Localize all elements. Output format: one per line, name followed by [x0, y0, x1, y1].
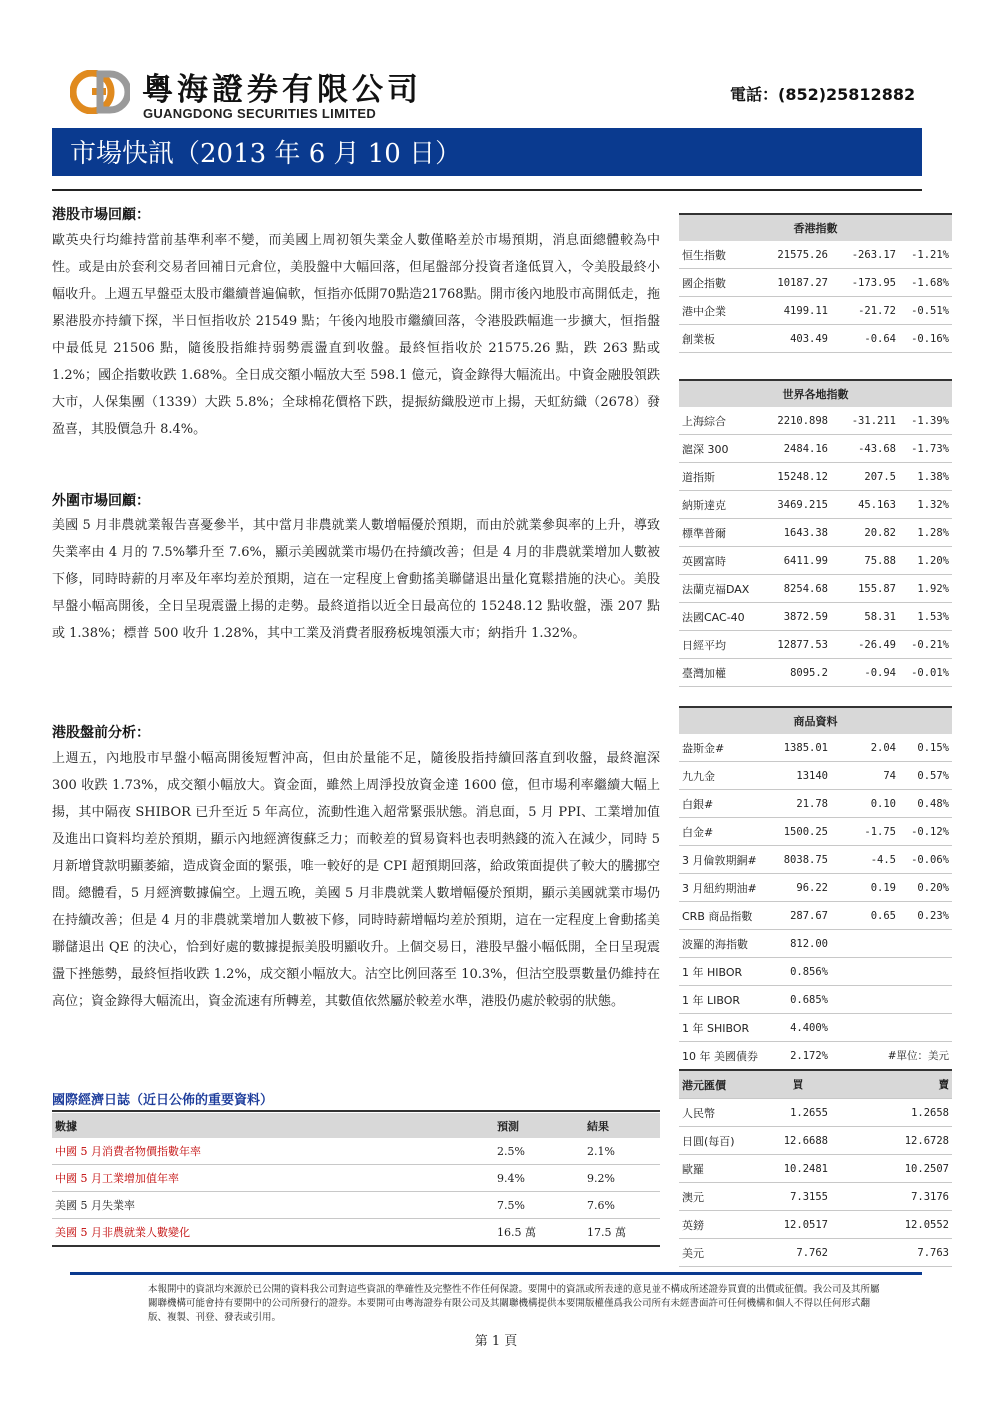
- unit-note: #單位：美元: [831, 1042, 952, 1071]
- table-row: 中國 5 月工業增加值年率 9.4% 9.2%: [52, 1165, 660, 1192]
- table-row: 法蘭克福DAX 8254.68 155.87 1.92%: [679, 575, 952, 603]
- calendar-header-data: 數據: [52, 1113, 494, 1138]
- world-index-table: [679, 379, 952, 687]
- header-divider: [52, 189, 922, 191]
- table-row: 恒生指數 21575.26 -263.17 -1.21%: [679, 241, 952, 269]
- table-row: CRB 商品指數 287.67 0.65 0.23%: [679, 902, 952, 930]
- table-row: 道指斯 15248.12 207.5 1.38%: [679, 463, 952, 491]
- table-row: 標準普爾 1643.38 20.82 1.28%: [679, 519, 952, 547]
- page-number: 第 1 頁: [474, 1334, 518, 1349]
- table-row: 國企指數 10187.27 -173.95 -1.68%: [679, 269, 952, 297]
- fx-sell-header: 賣: [899, 1070, 952, 1099]
- table-row: 1 年 SHIBOR 4.400%: [679, 1014, 952, 1042]
- table-row: 波羅的海指數 812.00: [679, 930, 952, 958]
- external-review-title: 外圍市場回顧：: [52, 493, 150, 509]
- premarket-body: 上週五，內地股市早盤小幅高開後短暫沖高，但由於量能不足，隨後股指持續回落直到收盤，最終滬深 300 收跌 1.73%，成交額小幅放大。資金面，雖然上周淨投放資金達 1600 億，但市場利率繼續大幅上揚，其中隔夜 SHIBOR 已升至近 5 年高位，流動性進入超常緊張狀態。消息面，5 月 PPI、工業增加值及進出口資料均差於預期，顯示內地經濟復蘇乏力；而較差的貿易資料也表明熱錢的流入在減少，同時 5 月新增貸款明顯萎縮，造成資金面的緊張，唯一較好的是 CPI 超預期回落，給政策面提供了較大的騰挪空間。總體看，5 月經濟數據偏空。上週五晚，美國 5 月非農就業人數增幅優於預期，顯示美國就業市場仍在持續改善；但是 4 月的非農就業增加人數被下修，同時時薪增幅均差於預期，這在一定程度上會動搖美聯儲退出 QE 的決心，恰到好處的數據提振美股明顯收升。上個交易日，港股早盤小幅低開，全日呈現震盪下挫態勢，最終恒指收跌 1.2%，成交額小幅放大。沽空比例回落至 10.3%，但沽空股票數量仍維持在高位；資金錄得大幅流出，資金流速有所轉差，其數值依然屬於較差水準，港股仍處於較弱的狀態。: [52, 751, 660, 1009]
- table-row: 1 年 HIBOR 0.856%: [679, 958, 952, 986]
- fx-title: 港元匯價: [679, 1070, 765, 1099]
- table-row: 滬深 300 2484.16 -43.68 -1.73%: [679, 435, 952, 463]
- table-row: 3 月倫敦期銅# 8038.75 -4.5 -0.06%: [679, 846, 952, 874]
- hk-review-body: 歐英央行均維持當前基準利率不變，而美國上周初領失業金人數僅略差於市場預期，消息面總體較為中性。或是由於套利交易者回補日元倉位，美股盤中大幅回落，但尾盤部分投資者逢低買入，令美股最終小幅收升。上週五早盤亞太股市繼續普遍偏軟，恒指亦低開70點造21768點。開市後內地股市高開低走，拖累港股亦持續下探，半日恒指收於 21549 點；午後內地股市繼續回落，令港股跌幅進一步擴大，恒指盤中最低見 21506 點，隨後股指維持弱勢震盪直到收盤。最終恒指收於 21575.26 點，跌 263 點或 1.2%；國企指數收跌 1.68%。全日成交額小幅放大至 598.1 億元，資金錄得大幅流出。中資金融股領跌大市，人保集團（1339）大跌 5.8%；全球棉花價格下跌，提振紡織股逆市上揚，天虹紡織（2678）發盈喜，其股價急升 8.4%。: [52, 233, 660, 437]
- table-row: 白銀# 21.78 0.10 0.48%: [679, 790, 952, 818]
- table-row: 創業板 403.49 -0.64 -0.16%: [679, 325, 952, 353]
- table-row: 3 月紐約期油# 96.22 0.19 0.20%: [679, 874, 952, 902]
- table-row: 九九金 13140 74 0.57%: [679, 762, 952, 790]
- table-row: 英國富時 6411.99 75.88 1.20%: [679, 547, 952, 575]
- table-row: 上海綜合 2210.898 -31.211 -1.39%: [679, 407, 952, 435]
- bond-row: [679, 1042, 952, 1071]
- calendar-header-forecast: 預測: [494, 1113, 584, 1138]
- fx-buy-header: 買: [765, 1070, 831, 1099]
- table-row: 港中企業 4199.11 -21.72 -0.51%: [679, 297, 952, 325]
- table-row: 歐羅 10.2481 10.2507: [679, 1155, 952, 1183]
- table-row: 盎斯金# 1385.01 2.04 0.15%: [679, 734, 952, 762]
- table-row: 臺灣加權 8095.2 -0.94 -0.01%: [679, 659, 952, 687]
- calendar-table: [52, 1113, 660, 1247]
- table-row: 英鎊 12.0517 12.0552: [679, 1211, 952, 1239]
- external-review-body: 美國 5 月非農就業報告喜憂參半，其中當月非農就業人數增幅優於預期，而由於就業參與率的上升，導致失業率由 4 月的 7.5%攀升至 7.6%，顯示美國就業市場仍在持續改善；但是 4 月的非農就業增加人數被下修，同時時薪的月率及年率均差於預期，這在一定程度上會動搖美聯儲退出量化寬鬆措施的決心。美股早盤小幅高開後，全日呈現震盪上揚的走勢。最終道指以近全日最高位的 15248.12 點收盤，漲 207 點或 1.38%；標普 500 收升 1.28%，其中工業及消費者服務板塊領漲大市；納指升 1.32%。: [52, 518, 660, 641]
- table-row: 白金# 1500.25 -1.75 -0.12%: [679, 818, 952, 846]
- company-logo: [70, 70, 130, 114]
- calendar-header-result: 結果: [584, 1113, 660, 1138]
- table-row: 澳元 7.3155 7.3176: [679, 1183, 952, 1211]
- footer-divider: [70, 1272, 922, 1275]
- table-row: 1 年 LIBOR 0.685%: [679, 986, 952, 1014]
- premarket-title: 港股盤前分析：: [52, 725, 150, 741]
- table-row: 日經平均 12877.53 -26.49 -0.21%: [679, 631, 952, 659]
- table-row: 美國 5 月非農就業人數變化 16.5 萬 17.5 萬: [52, 1219, 660, 1247]
- table-row: 法國CAC-40 3872.59 58.31 1.53%: [679, 603, 952, 631]
- disclaimer: 本報開中的資訊均來源於已公開的資料我公司對這些資訊的準確性及完整性不作任何保證。要開中的資訊或所表達的意見並不構成所述證券買賣的出價或征價。我公司及其所屬關聯機構可能會持有要開中的公司所發行的證券。本要開可由粵海證券有限公司及其關聯機構提供本要開版權僅爲我公司所有未經書面許可任何機構和個人不得以任何形式翻版、複製、刊登、發表或引用。: [148, 1284, 880, 1323]
- calendar-title: 國際經濟日誌（近日公佈的重要資料）: [52, 1093, 274, 1108]
- bond-value: 2.172%: [765, 1042, 831, 1071]
- table-row: 日圓(每百) 12.6688 12.6728: [679, 1127, 952, 1155]
- commodities-title: 商品資料: [679, 707, 952, 734]
- hk-index-table: [679, 213, 952, 353]
- bond-name: 10 年 美國債券: [679, 1042, 765, 1071]
- phone-number: 電話：(852)25812882: [730, 85, 916, 104]
- company-name-cn: 粵海證券有限公司: [142, 72, 422, 108]
- fx-header-row: [679, 1070, 952, 1099]
- table-row: 中國 5 月消費者物價指數年率 2.5% 2.1%: [52, 1138, 660, 1165]
- hk-index-title: 香港指數: [679, 214, 952, 241]
- commodities-table: [679, 706, 952, 1267]
- world-index-title: 世界各地指數: [679, 380, 952, 407]
- table-row: 納斯達克 3469.215 45.163 1.32%: [679, 491, 952, 519]
- table-row: 人民幣 1.2655 1.2658: [679, 1099, 952, 1127]
- table-row: 美國 5 月失業率 7.5% 7.6%: [52, 1192, 660, 1219]
- page-title: 市場快訊（2013 年 6 月 10 日）: [70, 139, 462, 169]
- hk-review-title: 港股市場回顧：: [52, 207, 150, 223]
- table-row: 美元 7.762 7.763: [679, 1239, 952, 1267]
- company-name-en: GUANGDONG SECURITIES LIMITED: [143, 106, 377, 121]
- calendar-divider: [52, 1110, 660, 1112]
